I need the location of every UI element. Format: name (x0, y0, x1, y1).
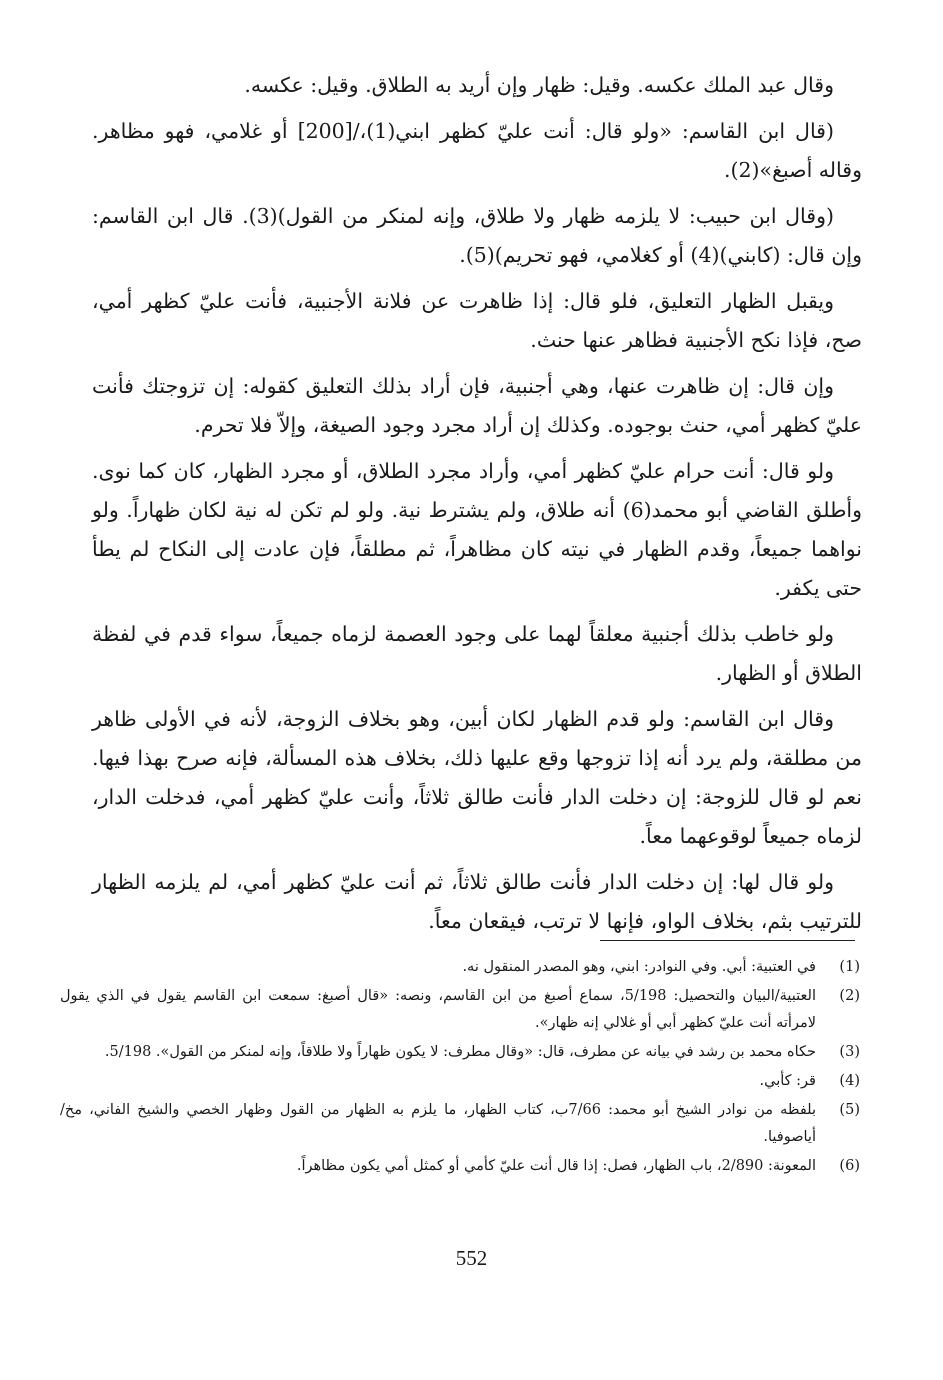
footnote-number: (5) (839, 1102, 860, 1118)
footnote-divider (600, 940, 855, 941)
paragraph: ولو خاطب بذلك أجنبية معلقاً لهما على وجود العصمة لزماه جميعاً، سواء قدم في لفظة الطلاق أو الظهار. (92, 622, 862, 685)
footnote-number: (3) (839, 1044, 860, 1060)
paragraph: ويقبل الظهار التعليق، فلو قال: إذا ظاهرت عن فلانة الأجنبية، فأنت عليّ كظهر أمي، صح، فإذا نكح الأجنبية فظاهر عنها حنث. (92, 289, 862, 352)
footnote (60, 954, 860, 981)
footnote-text: بلفظه من نوادر الشيخ أبو محمد: 7/66ب، كتاب الظهار، ما يلزم به الظهار من القول وظهار الخصي والشيخ الفاني، مخ/أياصوفيا. (60, 1102, 816, 1145)
footnote (60, 1153, 860, 1180)
footnote-text: المعونة: 2/890، باب الظهار، فصل: إذا قال أنت عليّ كأمي أو كمثل أمي يكون مظاهراً. (296, 1158, 816, 1174)
footnotes (60, 954, 860, 1182)
footnote-text: العتبية/البيان والتحصيل: 5/198، سماع أصبغ من ابن القاسم، ونصه: «قال أصبغ: سمعت ابن القاسم يقول في الذي يقول لامرأته أنت عليّ كظهر أبي أو غلالي إنه ظهار». (60, 988, 816, 1031)
footnote-text: حكاه محمد بن رشد في بيانه عن مطرف، قال: «وقال مطرف: لا يكون ظهاراً ولا طلاقاً، وإنه لمنكر من القول». 5/198. (104, 1044, 816, 1060)
footnote (60, 983, 860, 1037)
paragraph: ولو قال لها: إن دخلت الدار فأنت طالق ثلاثاً، ثم أنت عليّ كظهر أمي، لم يلزمه الظهار للترتيب بثم، بخلاف الواو، فإنها لا ترتب، فيقعان معاً. (92, 870, 862, 933)
paragraph: وإن قال: إن ظاهرت عنها، وهي أجنبية، فإن أراد بذلك التعليق كقوله: إن تزوجتك فأنت عليّ كظهر أمي، حنث بوجوده. وكذلك إن أراد مجرد وجود الصيغة، وإلاّ فلا تحرم. (92, 374, 862, 437)
footnote (60, 1039, 860, 1066)
footnote-number: (4) (839, 1073, 860, 1089)
footnote (60, 1068, 860, 1095)
footnote-number: (1) (839, 959, 860, 975)
paragraph: وقال ابن القاسم: ولو قدم الظهار لكان أبين، وهو بخلاف الزوجة، لأنه في الأولى ظاهر من مطلقة، ولم يرد أنه إذا تزوجها وقع عليها ذلك، بخلاف هذه المسألة، فإنه صرح بهذا فيها. نعم لو قال للزوجة: إن دخلت الدار فأنت طالق ثلاثاً، وأنت عليّ كظهر أمي، فدخلت الدار، لزماه جميعاً لوقوعهما معاً. (92, 707, 862, 848)
footnote-number: (6) (839, 1158, 860, 1174)
footnote-text: قر: كأبي. (759, 1073, 816, 1089)
footnote (60, 1097, 860, 1151)
footnote-text: في العتبية: أبي. وفي النوادر: ابني، وهو المصدر المنقول نه. (462, 959, 816, 975)
paragraph: وقال عبد الملك عكسه. وقيل: ظهار وإن أريد به الطلاق. وقيل: عكسه. (244, 73, 834, 97)
paragraph: ولو قال: أنت حرام عليّ كظهر أمي، وأراد مجرد الطلاق، أو مجرد الظهار، كان كما نوى. وأطلق القاضي أبو محمد(6) أنه طلاق، ولم يشترط نية. ولو لم تكن له نية لكان ظهاراً. ولو نواهما جميعاً، وقدم الظهار في نيته كان مظاهراً، ثم مطلقاً، فإن عادت إلى النكاح لم يطأ حتى يكفر. (92, 459, 862, 600)
main-text (92, 66, 862, 948)
page-number: 552 (455, 1246, 488, 1270)
paragraph: (قال ابن القاسم: «ولو قال: أنت عليّ كظهر ابني(1)،/[200] أو غلامي، فهو مظاهر. وقاله أصبغ»(2). (92, 119, 862, 182)
footnote-number: (2) (839, 988, 860, 1004)
paragraph: (وقال ابن حبيب: لا يلزمه ظهار ولا طلاق، وإنه لمنكر من القول)(3). قال ابن القاسم: وإن قال: (كابني)(4) أو كغلامي، فهو تحريم)(5). (92, 204, 862, 267)
